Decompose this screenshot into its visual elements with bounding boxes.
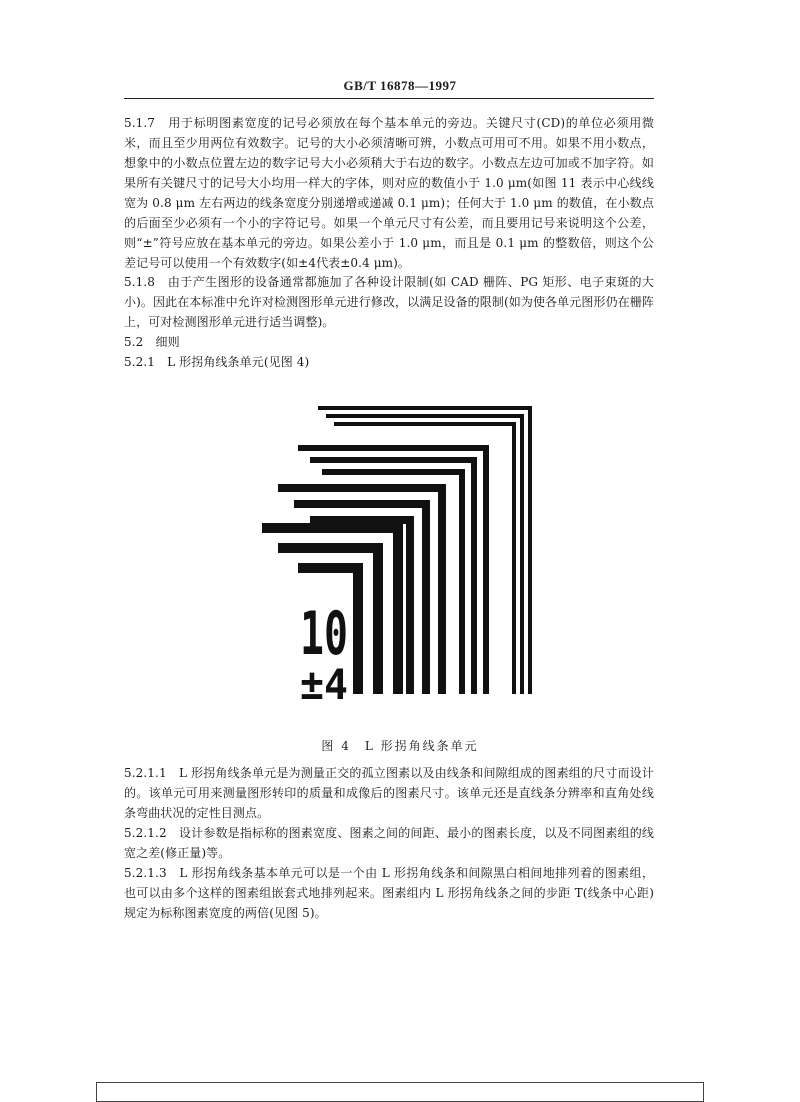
paragraph-5-1-7: 5.1.7 用于标明图素宽度的记号必须放在每个基本单元的旁边。关键尺寸(CD)的单位必须用微米，而且至少用两位有效数字。记号的大小必须清晰可辨，小数点可用可不用。如果不用小数点，想象中的小数点位置左边的数字记号大小必须稍大于右边的数字。小数点左边可加或不加字符。如果所有关键尺寸的记号大小均用一样大的字体，则对应的数值小于 1.0 μm(如图 11 表示中心线线宽为 0.8 μm 左右两边的线条宽度分别递增或递减 0.1 μm)；任何大于 1.0 μm 的数值，在小数点的后面至少必须有一个小的字符记号。如果一个单元尺寸有公差，而且要用记号来说明这个公差，则“±”符号应放在基本单元的旁边。如果公差小于 1.0 μm，而且是 0.1 μm 的整数倍，则这个公差记号可以使用一个有效数字(如±4代表±0.4 μm)。 — [124, 116, 654, 270]
page-bottom-frame — [96, 1082, 704, 1102]
paragraph-5-2-1-1: 5.2.1.1 L 形拐角线条单元是为测量正交的孤立图素以及由线条和间隙组成的图素组的尺寸而设计的。该单元可用来测量图形转印的质量和成像后的图素尺寸。该单元还是直线条分辨率和直角处线条弯曲状况的定性目测点。 — [124, 766, 654, 820]
paragraph-5-1-8: 5.1.8 由于产生图形的设备通常都施加了各种设计限制(如 CAD 栅阵、PG 矩形、电子束斑的大小)。因此在本标准中允许对检测图形单元进行修改，以满足设备的限制(如为使各单元图形仍在栅阵上，可对检测图形单元进行适当调整)。 — [124, 275, 654, 329]
standard-code-header: GB/T 16878—1997 — [343, 78, 457, 93]
figure-label-tolerance: ±4 — [300, 660, 348, 702]
section-heading-5-2-1: 5.2.1 L 形拐角线条单元(见图 4) — [124, 355, 310, 369]
paragraph-5-2-1-2: 5.2.1.2 设计参数是指标称的图素宽度、图素之间的间距、最小的图素长度，以及不同图素组的线宽之差(修正量)等。 — [124, 826, 654, 860]
figure-l-shaped-line-unit — [262, 402, 534, 702]
paragraph-5-2-1-3: 5.2.1.3 L 形拐角线条基本单元可以是一个由 L 形拐角线条和间隙黑白相间地排列着的图素组，也可以由多个这样的图素组嵌套式地排列起来。图素组内 L 形拐角线条之间的步距 T(线条中心距)规定为标称图素宽度的两倍(见图 5)。 — [124, 866, 654, 920]
figure-caption: 图 4 L 形拐角线条单元 — [321, 739, 479, 753]
header-rule — [124, 98, 654, 99]
figure-label-value: 10 — [300, 599, 348, 669]
section-heading-5-2: 5.2 细则 — [124, 335, 180, 349]
